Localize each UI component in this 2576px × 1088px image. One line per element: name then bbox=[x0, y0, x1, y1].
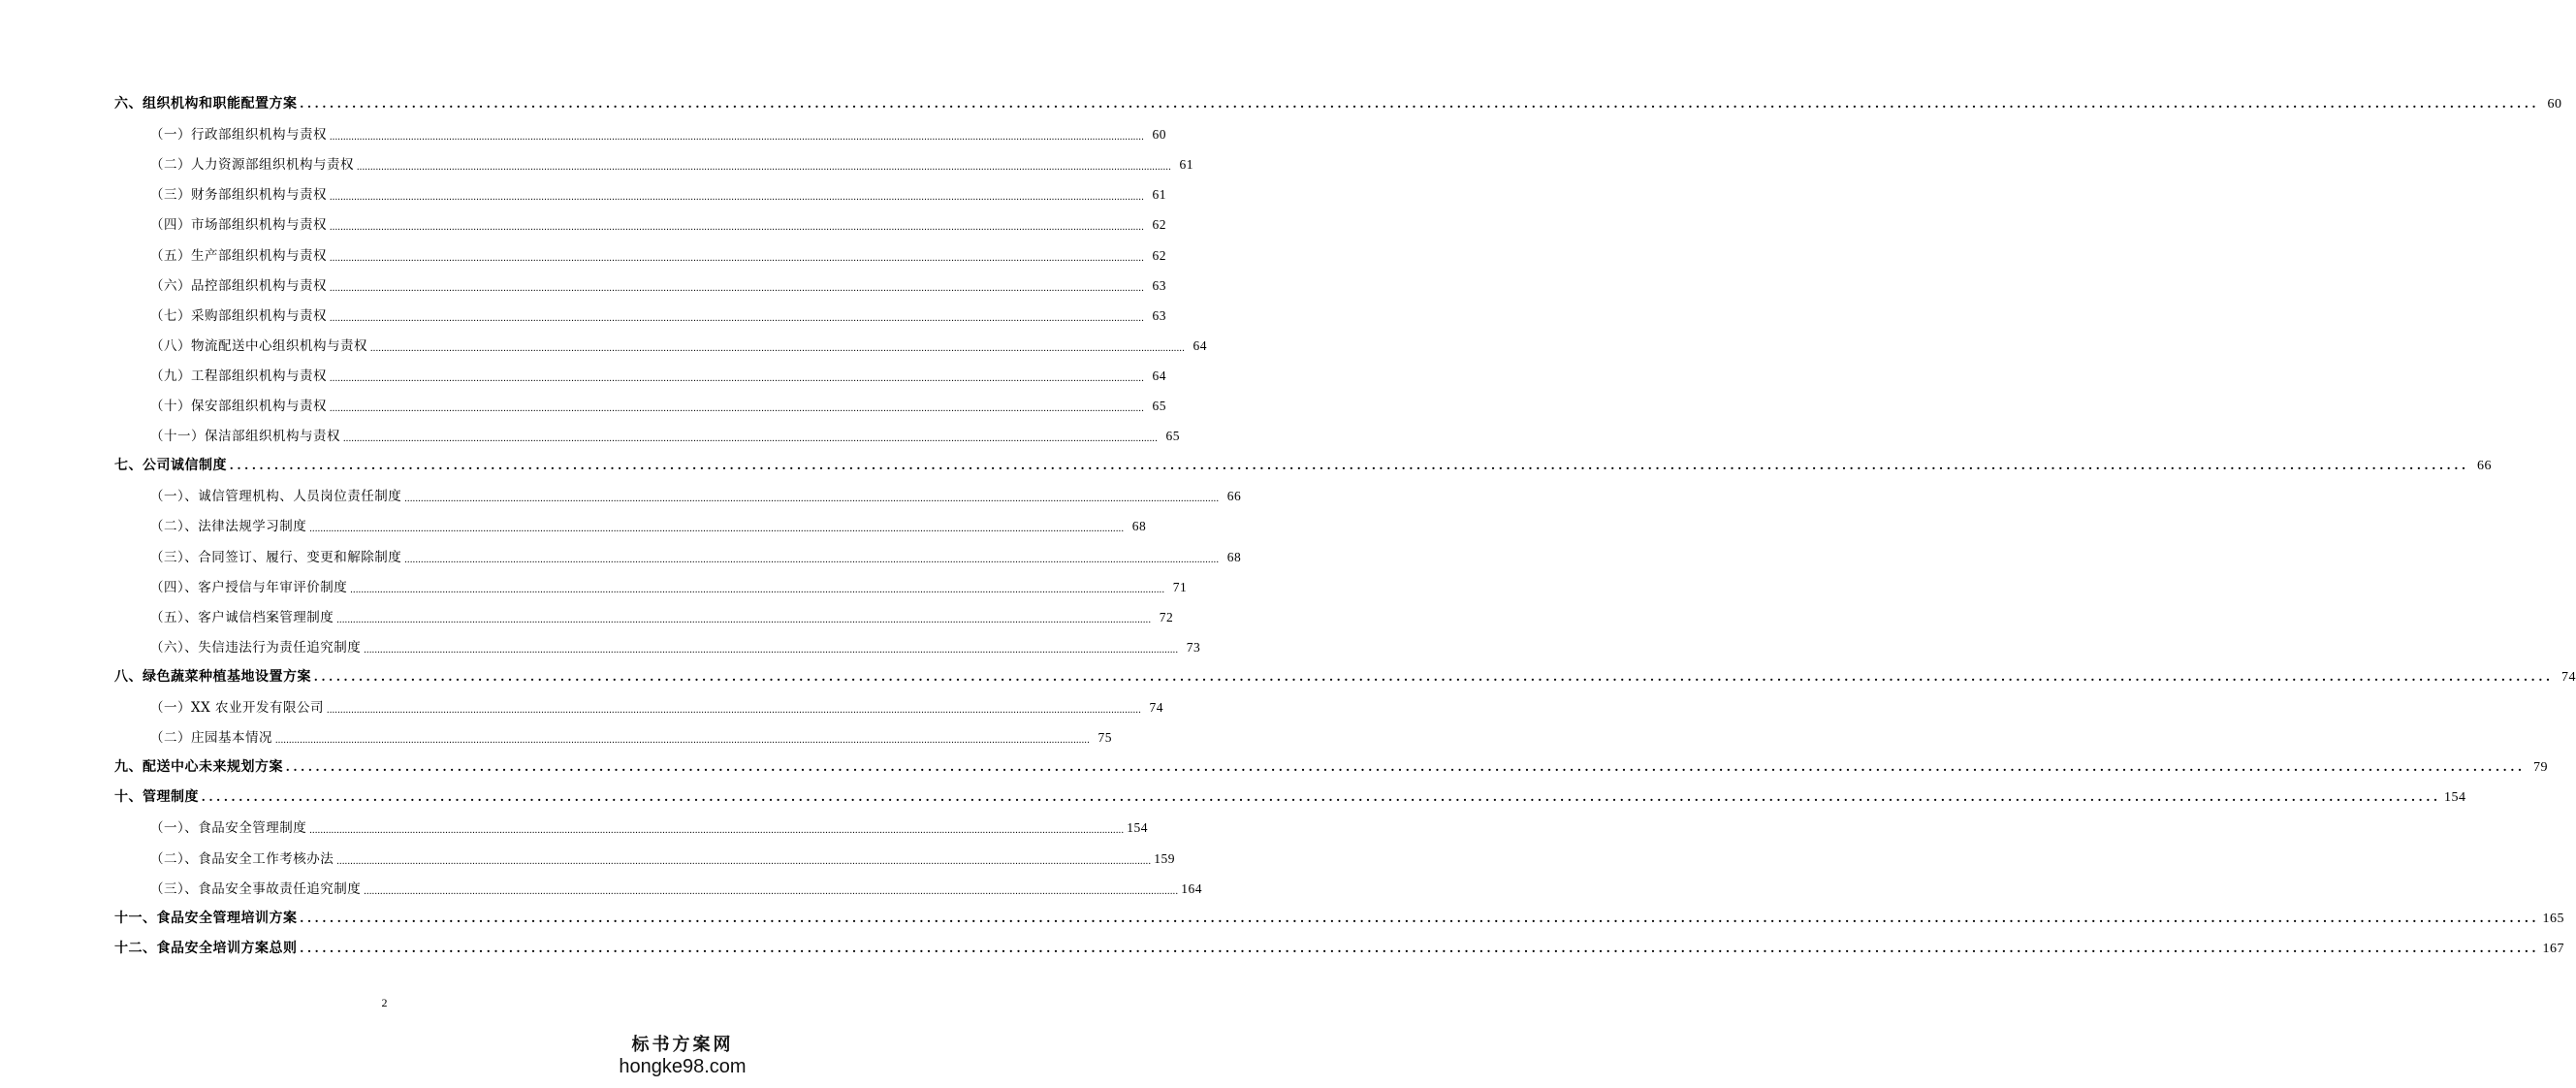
toc-subsection-entry[interactable] bbox=[114, 365, 1166, 395]
toc-entry-title: （四）、客户授信与年审评价制度 bbox=[150, 579, 348, 595]
toc-entry-title: （三）、合同签订、履行、变更和解除制度 bbox=[150, 549, 402, 565]
toc-entry-page: 159 bbox=[1154, 850, 1175, 866]
toc-entry-title: （九）工程部组织机构与责权 bbox=[150, 368, 327, 384]
toc-entry-page: 68 bbox=[1226, 549, 1242, 564]
toc-subsection-entry[interactable] bbox=[114, 515, 1147, 545]
toc-subsection-entry[interactable] bbox=[114, 878, 1202, 908]
toc-entry-page: 75 bbox=[1097, 730, 1112, 746]
toc-dot-leader: ............................................................................................................................................................................................................................................................................................................ bbox=[327, 705, 1142, 716]
toc-section-entry[interactable] bbox=[114, 93, 2562, 123]
toc-entry-title: （三）财务部组织机构与责权 bbox=[150, 187, 327, 204]
toc-entry-title: 八、绿色蔬菜种植基地设置方案 bbox=[114, 668, 311, 685]
toc-entry-page: 164 bbox=[1181, 880, 1202, 896]
toc-dot-leader: ............................................................................................................................................................................................................................................................................................................ bbox=[330, 312, 1144, 324]
toc-dot-leader: ............................................................................................................................................................................................................................................................................................................ bbox=[336, 614, 1152, 625]
toc-entry-page: 61 bbox=[1152, 187, 1166, 203]
toc-subsection-entry[interactable] bbox=[114, 244, 1166, 274]
toc-dot-leader: ............................................................................................................................................................................................................................................................................................................ bbox=[300, 941, 2540, 956]
toc-entry-title: （二）庄园基本情况 bbox=[150, 730, 272, 747]
toc-subsection-entry[interactable] bbox=[114, 335, 1207, 365]
toc-section-entry[interactable] bbox=[114, 455, 2492, 485]
toc-entry-title: （一）、食品安全管理制度 bbox=[150, 820, 307, 837]
toc-entry-page: 61 bbox=[1179, 157, 1193, 173]
toc-subsection-entry[interactable] bbox=[114, 304, 1166, 335]
toc-entry-title: （二）人力资源部组织机构与责权 bbox=[150, 157, 354, 174]
toc-dot-leader: ............................................................................................................................................................................................................................................................................................................ bbox=[309, 524, 1125, 535]
toc-section-entry[interactable] bbox=[114, 938, 2564, 968]
toc-entry-title: （二）、法律法规学习制度 bbox=[150, 519, 307, 535]
toc-subsection-entry[interactable] bbox=[114, 485, 1242, 515]
toc-entry-page: 73 bbox=[1186, 639, 1201, 655]
watermark-title: 标书方案网 bbox=[631, 1035, 734, 1055]
toc-subsection-entry[interactable] bbox=[114, 395, 1166, 425]
toc-entry-page: 63 bbox=[1152, 307, 1166, 323]
toc-dot-leader: ............................................................................................................................................................................................................................................................................................................ bbox=[336, 855, 1152, 867]
toc-dot-leader: ............................................................................................................................................................................................................................................................................................................ bbox=[404, 554, 1220, 565]
toc-entry-title: （八）物流配送中心组织机构与责权 bbox=[150, 337, 367, 354]
toc-dot-leader: ............................................................................................................................................................................................................................................................................................................ bbox=[364, 644, 1179, 656]
toc-dot-leader: ............................................................................................................................................................................................................................................................................................................ bbox=[357, 162, 1171, 174]
toc-subsection-entry[interactable] bbox=[114, 848, 1175, 878]
toc-entry-title: （七）采购部组织机构与责权 bbox=[150, 307, 327, 324]
toc-entry-title: （五）、客户诚信档案管理制度 bbox=[150, 609, 334, 625]
toc-entry-title: （四）市场部组织机构与责权 bbox=[150, 217, 327, 234]
toc-dot-leader: ............................................................................................................................................................................................................................................................................................................ bbox=[370, 342, 1185, 354]
toc-subsection-entry[interactable] bbox=[114, 696, 1164, 726]
toc-entry-page: 68 bbox=[1131, 519, 1147, 534]
toc-section-entry[interactable] bbox=[114, 908, 2564, 938]
toc-entry-title: 十二、食品安全培训方案总则 bbox=[114, 940, 298, 956]
toc-entry-title: （六）、失信违法行为责任追究制度 bbox=[150, 639, 362, 656]
watermark-url: hongke98.com bbox=[619, 1056, 747, 1077]
toc-entry-page: 62 bbox=[1152, 217, 1166, 233]
toc-subsection-entry[interactable] bbox=[114, 274, 1166, 304]
toc-entry-page: 154 bbox=[2444, 790, 2466, 806]
toc-entry-page: 71 bbox=[1172, 579, 1188, 594]
toc-subsection-entry[interactable] bbox=[114, 606, 1174, 636]
toc-section-entry[interactable] bbox=[114, 666, 2576, 696]
toc-subsection-entry[interactable] bbox=[114, 183, 1166, 213]
toc-entry-title: 十、管理制度 bbox=[114, 789, 199, 806]
toc-dot-leader: ............................................................................................................................................................................................................................................................................................................ bbox=[309, 825, 1125, 837]
toc-dot-leader: ............................................................................................................................................................................................................................................................................................................ bbox=[286, 760, 2526, 776]
toc-dot-leader: ............................................................................................................................................................................................................................................................................................................ bbox=[350, 584, 1165, 595]
toc-dot-leader: ............................................................................................................................................................................................................................................................................................................ bbox=[300, 911, 2540, 926]
toc-entry-page: 66 bbox=[2477, 459, 2492, 474]
toc-subsection-entry[interactable] bbox=[114, 123, 1166, 153]
toc-entry-page: 165 bbox=[2542, 911, 2564, 926]
toc-dot-leader: ............................................................................................................................................................................................................................................................................................................ bbox=[202, 790, 2441, 806]
toc-entry-title: （一）XX 农业开发有限公司 bbox=[150, 700, 325, 716]
toc-entry-title: （三）、食品安全事故责任追究制度 bbox=[150, 880, 362, 897]
toc-section-entry[interactable] bbox=[114, 786, 2466, 816]
toc-entry-title: 十一、食品安全管理培训方案 bbox=[114, 910, 298, 926]
toc-subsection-entry[interactable] bbox=[114, 816, 1148, 847]
toc-entry-page: 64 bbox=[1193, 337, 1207, 353]
toc-entry-page: 65 bbox=[1165, 429, 1180, 444]
toc-dot-leader: ............................................................................................................................................................................................................................................................................................................ bbox=[230, 459, 2469, 474]
toc-subsection-entry[interactable] bbox=[114, 425, 1180, 455]
toc-entry-title: （五）生产部组织机构与责权 bbox=[150, 247, 327, 264]
toc-subsection-entry[interactable] bbox=[114, 153, 1193, 183]
toc-entry-page: 74 bbox=[1149, 700, 1164, 715]
toc-dot-leader: ............................................................................................................................................................................................................................................................................................................ bbox=[330, 132, 1144, 144]
toc-entry-page: 72 bbox=[1159, 609, 1174, 624]
toc-entry-title: （六）品控部组织机构与责权 bbox=[150, 277, 327, 294]
toc-entry-page: 62 bbox=[1152, 247, 1166, 263]
toc-dot-leader: ............................................................................................................................................................................................................................................................................................................ bbox=[300, 97, 2540, 112]
toc-entry-page: 64 bbox=[1152, 368, 1166, 383]
toc-entry-page: 167 bbox=[2542, 941, 2564, 956]
toc-dot-leader: ............................................................................................................................................................................................................................................................................................................ bbox=[314, 669, 2554, 685]
toc-entry-title: （一）、诚信管理机构、人员岗位责任制度 bbox=[150, 489, 402, 505]
toc-dot-leader: ............................................................................................................................................................................................................................................................................................................ bbox=[330, 192, 1144, 204]
toc-subsection-entry[interactable] bbox=[114, 576, 1188, 606]
toc-dot-leader: ............................................................................................................................................................................................................................................................................................................ bbox=[343, 433, 1158, 445]
toc-section-entry[interactable] bbox=[114, 756, 2548, 786]
toc-entry-page: 154 bbox=[1127, 820, 1148, 836]
toc-subsection-entry[interactable] bbox=[114, 213, 1166, 243]
toc-dot-leader: ............................................................................................................................................................................................................................................................................................................ bbox=[330, 282, 1144, 294]
toc-entry-page: 74 bbox=[2561, 669, 2576, 685]
toc-entry-page: 65 bbox=[1152, 399, 1166, 413]
toc-subsection-entry[interactable] bbox=[114, 726, 1112, 756]
toc-entry-page: 66 bbox=[1226, 489, 1242, 504]
toc-entry-title: 六、组织机构和职能配置方案 bbox=[114, 96, 298, 112]
toc-entry-title: （十）保安部组织机构与责权 bbox=[150, 399, 327, 414]
toc-subsection-entry[interactable] bbox=[114, 636, 1201, 666]
toc-entry-title: 九、配送中心未来规划方案 bbox=[114, 759, 283, 776]
toc-entry-page: 79 bbox=[2533, 760, 2548, 776]
toc-dot-leader: ............................................................................................................................................................................................................................................................................................................ bbox=[364, 885, 1179, 897]
toc-dot-leader: ............................................................................................................................................................................................................................................................................................................ bbox=[330, 252, 1144, 264]
toc-dot-leader: ............................................................................................................................................................................................................................................................................................................ bbox=[330, 222, 1144, 234]
toc-entry-title: （十一）保洁部组织机构与责权 bbox=[150, 429, 340, 445]
toc-dot-leader: ............................................................................................................................................................................................................................................................................................................ bbox=[404, 494, 1220, 505]
toc-entry-title: 七、公司诚信制度 bbox=[114, 458, 227, 474]
toc-dot-leader: ............................................................................................................................................................................................................................................................................................................ bbox=[330, 403, 1144, 414]
toc-entry-page: 60 bbox=[2547, 97, 2562, 112]
toc-entry-page: 63 bbox=[1152, 277, 1166, 293]
toc-entry-title: （二）、食品安全工作考核办法 bbox=[150, 850, 334, 867]
toc-entry-title: （一）行政部组织机构与责权 bbox=[150, 127, 327, 144]
toc-subsection-entry[interactable] bbox=[114, 546, 1242, 576]
toc-entry-page: 60 bbox=[1152, 127, 1166, 143]
toc-dot-leader: ............................................................................................................................................................................................................................................................................................................ bbox=[275, 735, 1090, 747]
page-number: 2 bbox=[381, 996, 388, 1009]
toc-dot-leader: ............................................................................................................................................................................................................................................................................................................ bbox=[330, 372, 1144, 384]
